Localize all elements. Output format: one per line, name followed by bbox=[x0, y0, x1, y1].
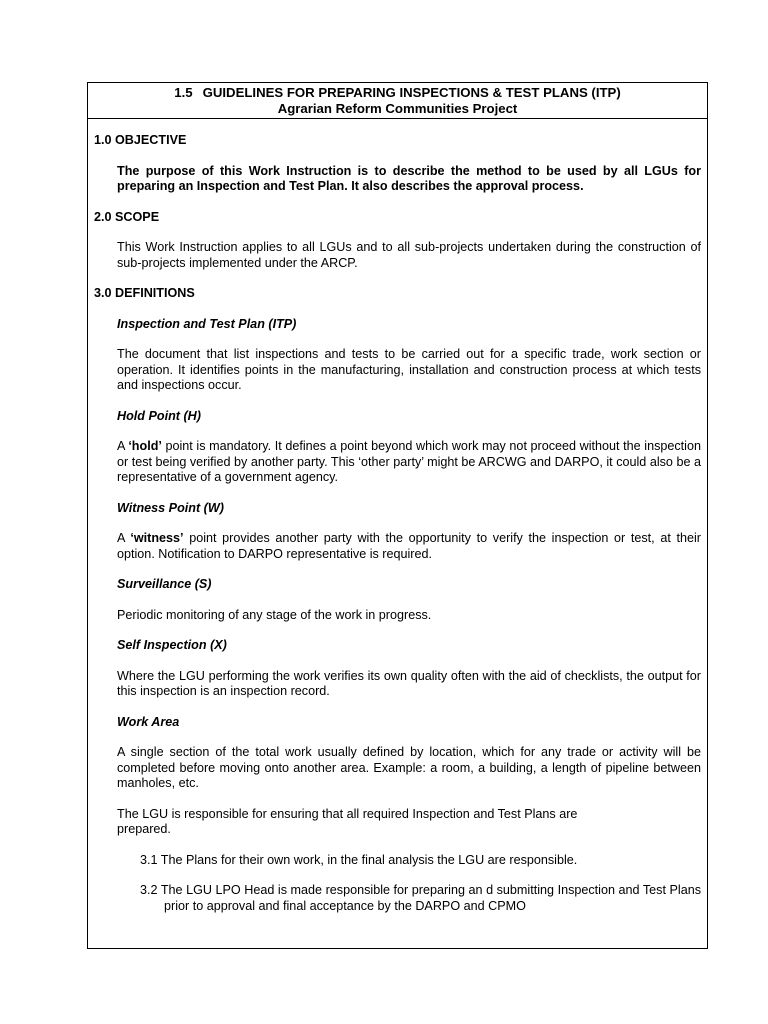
itp-definition: The document that list inspections and tests to be carried out for a specific trade, work section or operation. It identifies points in the manufacturing, installation and construction process at which tests and inspections occur. bbox=[117, 347, 701, 392]
hold-point-term: Hold Point (H) bbox=[117, 408, 201, 423]
document-title: GUIDELINES FOR PREPARING INSPECTIONS & TEST PLANS (ITP) bbox=[202, 85, 621, 100]
itp-term: Inspection and Test Plan (ITP) bbox=[117, 316, 297, 331]
witness-post: point provides another party with the opportunity to verify the inspection or test, at their option. Notification to DARPO representative is required. bbox=[117, 531, 701, 561]
document-subtitle: Agrarian Reform Communities Project bbox=[277, 101, 518, 116]
witness-pre: A bbox=[117, 531, 131, 545]
document-header bbox=[88, 83, 707, 119]
lgu-responsibility: The LGU is responsible for ensuring that all required Inspection and Test Plans are prepared. bbox=[117, 806, 578, 836]
scope-heading: 2.0 SCOPE bbox=[94, 209, 160, 224]
definitions-heading: 3.0 DEFINITIONS bbox=[94, 286, 195, 300]
scope-text: This Work Instruction applies to all LGUs and to all sub-projects undertaken during the construction of sub-projects implemented under the ARCP. bbox=[117, 240, 701, 270]
witness-bold: ‘witness’ bbox=[130, 531, 184, 545]
hold-pre: A bbox=[117, 439, 129, 453]
work-area-term: Work Area bbox=[117, 714, 180, 729]
hold-point-definition bbox=[117, 439, 701, 486]
witness-point-term: Witness Point (W) bbox=[117, 500, 224, 515]
list-item-3-2: 3.2 The LGU LPO Head is made responsible for preparing an d submitting Inspection and Test Plans prior to approval and final acceptance by the DARPO and CPMO bbox=[140, 883, 701, 913]
hold-post: point is mandatory. It defines a point beyond which work may not proceed without the inspection or test being verified by another party. This ‘other party’ might be ARCWG and DARPO, it could also be a representative of a government agency. bbox=[117, 439, 701, 484]
hold-bold: ‘hold’ bbox=[128, 439, 162, 453]
header-title-line bbox=[88, 85, 707, 101]
surveillance-definition: Periodic monitoring of any stage of the work in progress. bbox=[117, 607, 432, 622]
self-inspection-term: Self Inspection (X) bbox=[117, 638, 227, 652]
self-inspection-definition: Where the LGU performing the work verifies its own quality often with the aid of checklists, the output for this inspection is an inspection record. bbox=[117, 668, 701, 698]
objective-text: The purpose of this Work Instruction is to describe the method to be used by all LGUs for preparing an Inspection and Test Plan. It also describes the approval process. bbox=[117, 163, 701, 193]
objective-heading: 1.0 OBJECTIVE bbox=[94, 133, 187, 147]
surveillance-term: Surveillance (S) bbox=[117, 577, 212, 591]
work-area-definition: A single section of the total work usually defined by location, which for any trade or activity will be completed before moving onto another area. Example: a room, a building, a length of pipeline between manholes, etc. bbox=[117, 745, 701, 790]
document-body bbox=[88, 119, 707, 914]
witness-point-definition bbox=[117, 531, 701, 562]
document-frame bbox=[87, 82, 708, 949]
list-item-3-1: 3.1 The Plans for their own work, in the final analysis the LGU are responsible. bbox=[140, 852, 578, 867]
section-number: 1.5 bbox=[174, 85, 193, 100]
